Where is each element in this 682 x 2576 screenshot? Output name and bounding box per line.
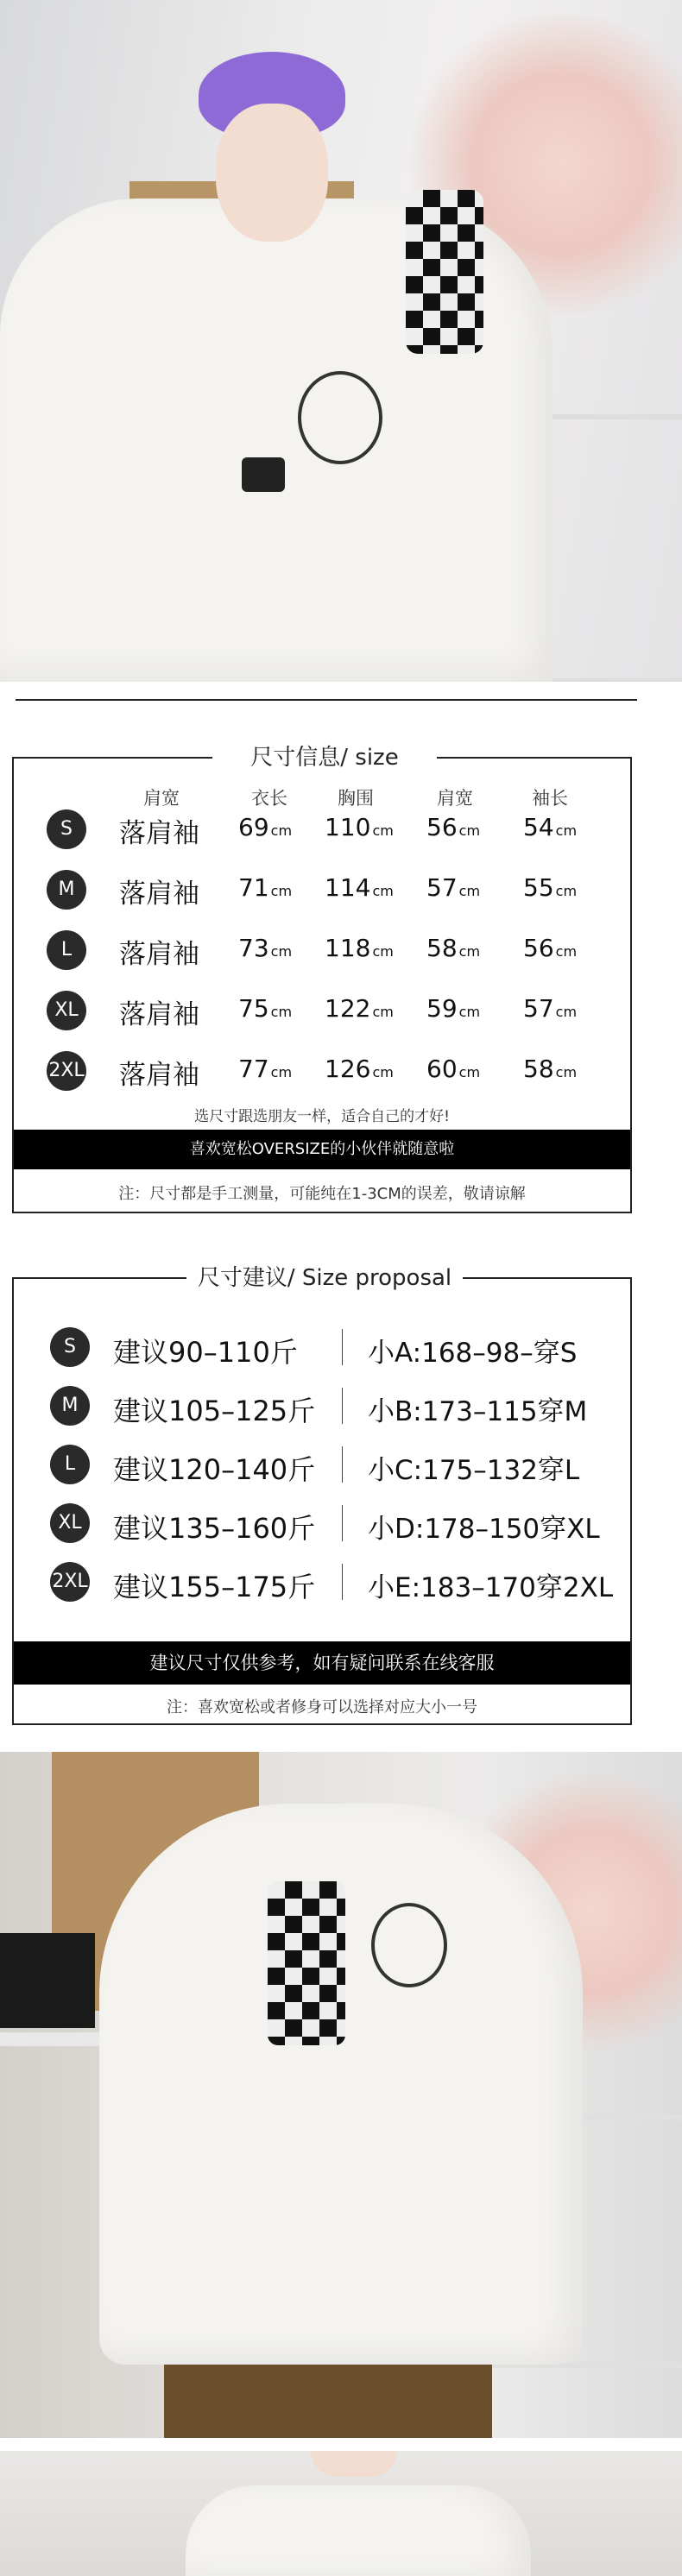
value-number: 126 bbox=[325, 1055, 371, 1083]
value-unit: cm bbox=[372, 1004, 394, 1020]
header-chest: 胸围 bbox=[338, 788, 374, 809]
column-divider bbox=[342, 1329, 343, 1365]
brown-pants bbox=[164, 2365, 492, 2438]
value-number: 57 bbox=[523, 994, 554, 1023]
size-value-length bbox=[238, 1055, 292, 1083]
size-value-chest bbox=[325, 994, 394, 1023]
height-example: 小A:168–98–穿S bbox=[368, 1338, 578, 1369]
value-number: 58 bbox=[426, 934, 458, 962]
value-unit: cm bbox=[372, 1064, 394, 1080]
value-number: 110 bbox=[325, 813, 371, 841]
product-photo-1 bbox=[0, 0, 682, 682]
size-badge: L bbox=[50, 1445, 90, 1484]
size-value-sleeve bbox=[523, 934, 577, 962]
value-unit: cm bbox=[270, 822, 293, 839]
value-number: 57 bbox=[426, 873, 458, 902]
smiley-icon bbox=[371, 1903, 447, 1987]
value-number: 56 bbox=[523, 934, 554, 962]
column-divider bbox=[342, 1388, 343, 1424]
header-shoulder-width: 肩宽 bbox=[437, 788, 473, 809]
monitor bbox=[0, 1933, 95, 2028]
size-badge: S bbox=[50, 1327, 90, 1367]
sleeve-type: 落肩袖 bbox=[119, 1060, 199, 1091]
size-value-length bbox=[238, 813, 292, 841]
size-value-sleeve bbox=[523, 813, 577, 841]
value-number: 54 bbox=[523, 813, 554, 841]
size-value-sleeve bbox=[523, 1055, 577, 1083]
size-proposal-panel bbox=[12, 1265, 632, 1725]
weight-suggestion: 建议135–160斤 bbox=[113, 1512, 316, 1545]
checkered-phone bbox=[406, 190, 483, 354]
value-unit: cm bbox=[458, 1004, 481, 1020]
sleeve-type: 落肩袖 bbox=[119, 818, 199, 849]
value-unit: cm bbox=[270, 1004, 293, 1020]
face bbox=[216, 104, 328, 242]
size-value-sleeve bbox=[523, 994, 577, 1023]
value-number: 55 bbox=[523, 873, 554, 902]
section-rule bbox=[16, 699, 637, 701]
column-divider bbox=[342, 1564, 343, 1600]
size-banner: 喜欢宽松OVERSIZE的小伙伴就随意啦 bbox=[14, 1130, 630, 1169]
value-unit: cm bbox=[458, 1064, 481, 1080]
size-row bbox=[14, 804, 630, 856]
value-unit: cm bbox=[372, 883, 394, 899]
size-value-chest bbox=[325, 934, 394, 962]
size-row bbox=[14, 865, 630, 916]
size-value-chest bbox=[325, 1055, 394, 1083]
size-row bbox=[14, 1046, 630, 1098]
value-unit: cm bbox=[555, 822, 578, 839]
size-value-shoulder-w bbox=[426, 934, 480, 962]
size-badge: L bbox=[47, 930, 86, 970]
weight-suggestion: 建议105–125斤 bbox=[113, 1395, 316, 1427]
value-number: 122 bbox=[325, 994, 371, 1023]
size-badge: 2XL bbox=[50, 1562, 90, 1602]
size-note-top: 选尺寸跟选朋友一样，适合自己的才好! bbox=[194, 1108, 450, 1125]
proposal-row bbox=[14, 1322, 630, 1374]
value-number: 114 bbox=[325, 873, 371, 902]
size-value-shoulder-w bbox=[426, 873, 480, 902]
proposal-row bbox=[14, 1381, 630, 1433]
weight-suggestion: 建议155–175斤 bbox=[113, 1571, 316, 1603]
proposal-row bbox=[14, 1557, 630, 1609]
size-badge: XL bbox=[50, 1503, 90, 1543]
size-badge: M bbox=[50, 1386, 90, 1426]
size-row bbox=[14, 986, 630, 1037]
value-unit: cm bbox=[372, 943, 394, 960]
size-value-shoulder-w bbox=[426, 813, 480, 841]
product-photo-2 bbox=[0, 1752, 682, 2438]
header-length: 衣长 bbox=[251, 788, 287, 809]
value-number: 69 bbox=[238, 813, 269, 841]
proposal-banner: 建议尺寸仅供参考，如有疑问联系在线客服 bbox=[14, 1641, 630, 1685]
size-value-length bbox=[238, 934, 292, 962]
value-unit: cm bbox=[372, 822, 394, 839]
value-number: 118 bbox=[325, 934, 371, 962]
weight-suggestion: 建议120–140斤 bbox=[113, 1453, 316, 1486]
value-unit: cm bbox=[270, 943, 293, 960]
weight-suggestion: 建议90–110斤 bbox=[113, 1336, 298, 1369]
size-value-sleeve bbox=[523, 873, 577, 902]
size-badge: XL bbox=[47, 991, 86, 1030]
proposal-row bbox=[14, 1498, 630, 1550]
product-photo-3 bbox=[0, 2451, 682, 2576]
value-number: 75 bbox=[238, 994, 269, 1023]
sleeve-type: 落肩袖 bbox=[119, 999, 199, 1030]
height-example: 小E:183–170穿2XL bbox=[368, 1572, 614, 1603]
size-note-bottom: 注：尺寸都是手工测量，可能纯在1-3CM的误差，敬请谅解 bbox=[118, 1185, 526, 1203]
value-unit: cm bbox=[555, 883, 578, 899]
camera-pendant bbox=[242, 457, 285, 492]
value-unit: cm bbox=[270, 1064, 293, 1080]
column-divider bbox=[342, 1505, 343, 1541]
checkered-phone bbox=[268, 1881, 345, 2045]
size-badge: 2XL bbox=[47, 1051, 86, 1091]
sleeve-type: 落肩袖 bbox=[119, 939, 199, 970]
column-divider bbox=[342, 1446, 343, 1483]
size-badge: S bbox=[47, 809, 86, 849]
value-number: 59 bbox=[426, 994, 458, 1023]
size-value-length bbox=[238, 994, 292, 1023]
height-example: 小C:175–132穿L bbox=[368, 1455, 580, 1486]
header-sleeve: 袖长 bbox=[532, 788, 568, 809]
size-value-chest bbox=[325, 873, 394, 902]
value-number: 77 bbox=[238, 1055, 269, 1083]
sleeve-type: 落肩袖 bbox=[119, 879, 199, 910]
value-number: 73 bbox=[238, 934, 269, 962]
size-info-title: 尺寸信息/ size bbox=[212, 740, 437, 772]
value-unit: cm bbox=[555, 1004, 578, 1020]
size-value-shoulder-w bbox=[426, 1055, 480, 1083]
neck bbox=[311, 2451, 397, 2477]
header-shoulder: 肩宽 bbox=[143, 788, 180, 809]
height-example: 小B:173–115穿M bbox=[368, 1396, 588, 1427]
height-example: 小D:178–150穿XL bbox=[368, 1514, 600, 1545]
value-unit: cm bbox=[555, 943, 578, 960]
value-number: 60 bbox=[426, 1055, 458, 1083]
size-value-shoulder-w bbox=[426, 994, 480, 1023]
value-number: 56 bbox=[426, 813, 458, 841]
value-unit: cm bbox=[555, 1064, 578, 1080]
size-value-length bbox=[238, 873, 292, 902]
value-number: 71 bbox=[238, 873, 269, 902]
size-proposal-title: 尺寸建议/ Size proposal bbox=[186, 1260, 463, 1292]
proposal-note: 注：喜欢宽松或者修身可以选择对应大小一号 bbox=[167, 1698, 477, 1716]
proposal-row bbox=[14, 1439, 630, 1491]
value-unit: cm bbox=[458, 943, 481, 960]
sweatshirt bbox=[186, 2485, 531, 2576]
size-info-panel bbox=[12, 745, 632, 1213]
size-value-chest bbox=[325, 813, 394, 841]
value-unit: cm bbox=[270, 883, 293, 899]
value-number: 58 bbox=[523, 1055, 554, 1083]
value-unit: cm bbox=[458, 822, 481, 839]
size-row bbox=[14, 925, 630, 977]
smiley-icon bbox=[298, 371, 382, 464]
value-unit: cm bbox=[458, 883, 481, 899]
size-badge: M bbox=[47, 870, 86, 910]
